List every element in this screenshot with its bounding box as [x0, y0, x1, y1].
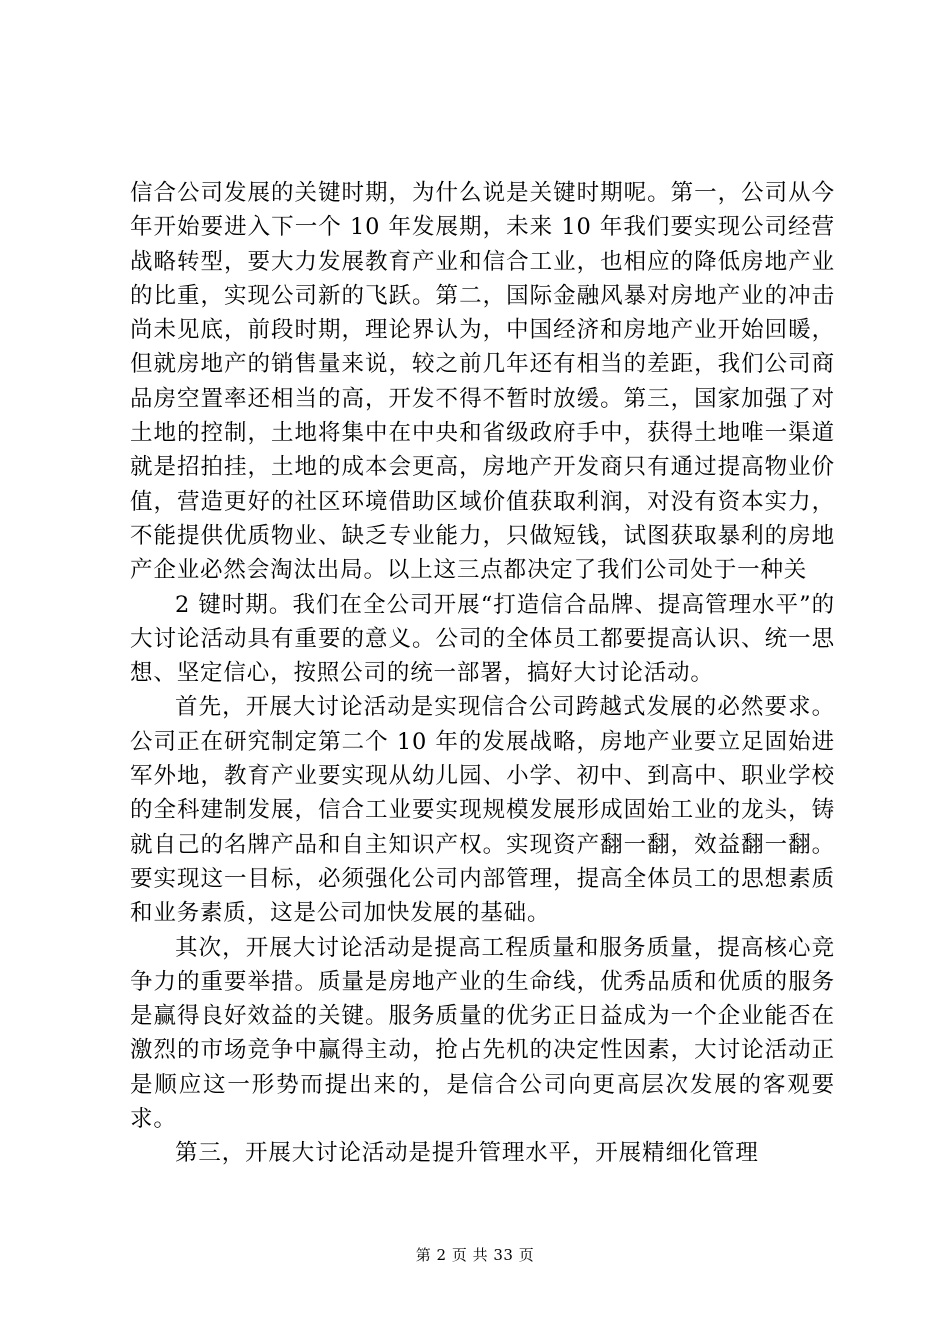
paragraph-5: 第三，开展大讨论活动是提升管理水平，开展精细化管理 [175, 1140, 759, 1167]
paragraph-4: 其次，开展大讨论活动是提高工程质量和服务质量，提高核心竞争力的重要举措。质量是房地产业的生命线，优秀品质和优质的服务是赢得良好效益的关键。服务质量的优劣正日益成为一个企业能否在激烈的市场竞争中赢得主动，抢占先机的决定性因素，大讨论活动正是顺应这一形势而提出来的，是信合公司向更高层次发展的客观要求。 [130, 934, 835, 1133]
paragraph-1: 信合公司发展的关键时期，为什么说是关键时期呢。第一，公司从今年开始要进入下一个 10 年发展期，未来 10 年我们要实现公司经营战略转型，要大力发展教育产业和信合工业，也相应的降低房地产业的比重，实现公司新的飞跃。第二，国际金融风暴对房地产业的冲击尚未见底，前段时期，理论界认为，中国经济和房地产业开始回暖，但就房地产的销售量来说，较之前几年还有相当的差距，我们公司商品房空置率还相当的高，开发不得不暂时放缓。第三，国家加强了对土地的控制，土地将集中在中央和省级政府手中，获得土地唯一渠道就是招拍挂，土地的成本会更高，房地产开发商只有通过提高物业价值，营造更好的社区环境借助区域价值获取利润，对没有资本实力，不能提供优质物业、缺乏专业能力，只做短钱，试图获取暴利的房地产企业必然会淘汰出局。以上这三点都决定了我们公司处于一种关 [130, 180, 835, 584]
document-body [130, 176, 835, 1171]
paragraph-3: 首先，开展大讨论活动是实现信合公司跨越式发展的必然要求。公司正在研究制定第二个 10 年的发展战略，房地产业要立足固始进军外地，教育产业要实现从幼儿园、小学、初中、到高中、职业学校的全科建制发展，信合工业要实现规模发展形成固始工业的龙头，铸就自己的名牌产品和自主知识产权。实现资产翻一翻，效益翻一翻。要实现这一目标，必须强化公司内部管理，提高全体员工的思想素质和业务素质，这是公司加快发展的基础。 [130, 694, 835, 927]
page-footer: 第 2 页 共 33 页 [415, 1246, 535, 1264]
paragraph-2: 2 键时期。我们在全公司开展“打造信合品牌、提高管理水平”的大讨论活动具有重要的意义。公司的全体员工都要提高认识、统一思想、坚定信心，按照公司的统一部署，搞好大讨论活动。 [130, 591, 835, 687]
